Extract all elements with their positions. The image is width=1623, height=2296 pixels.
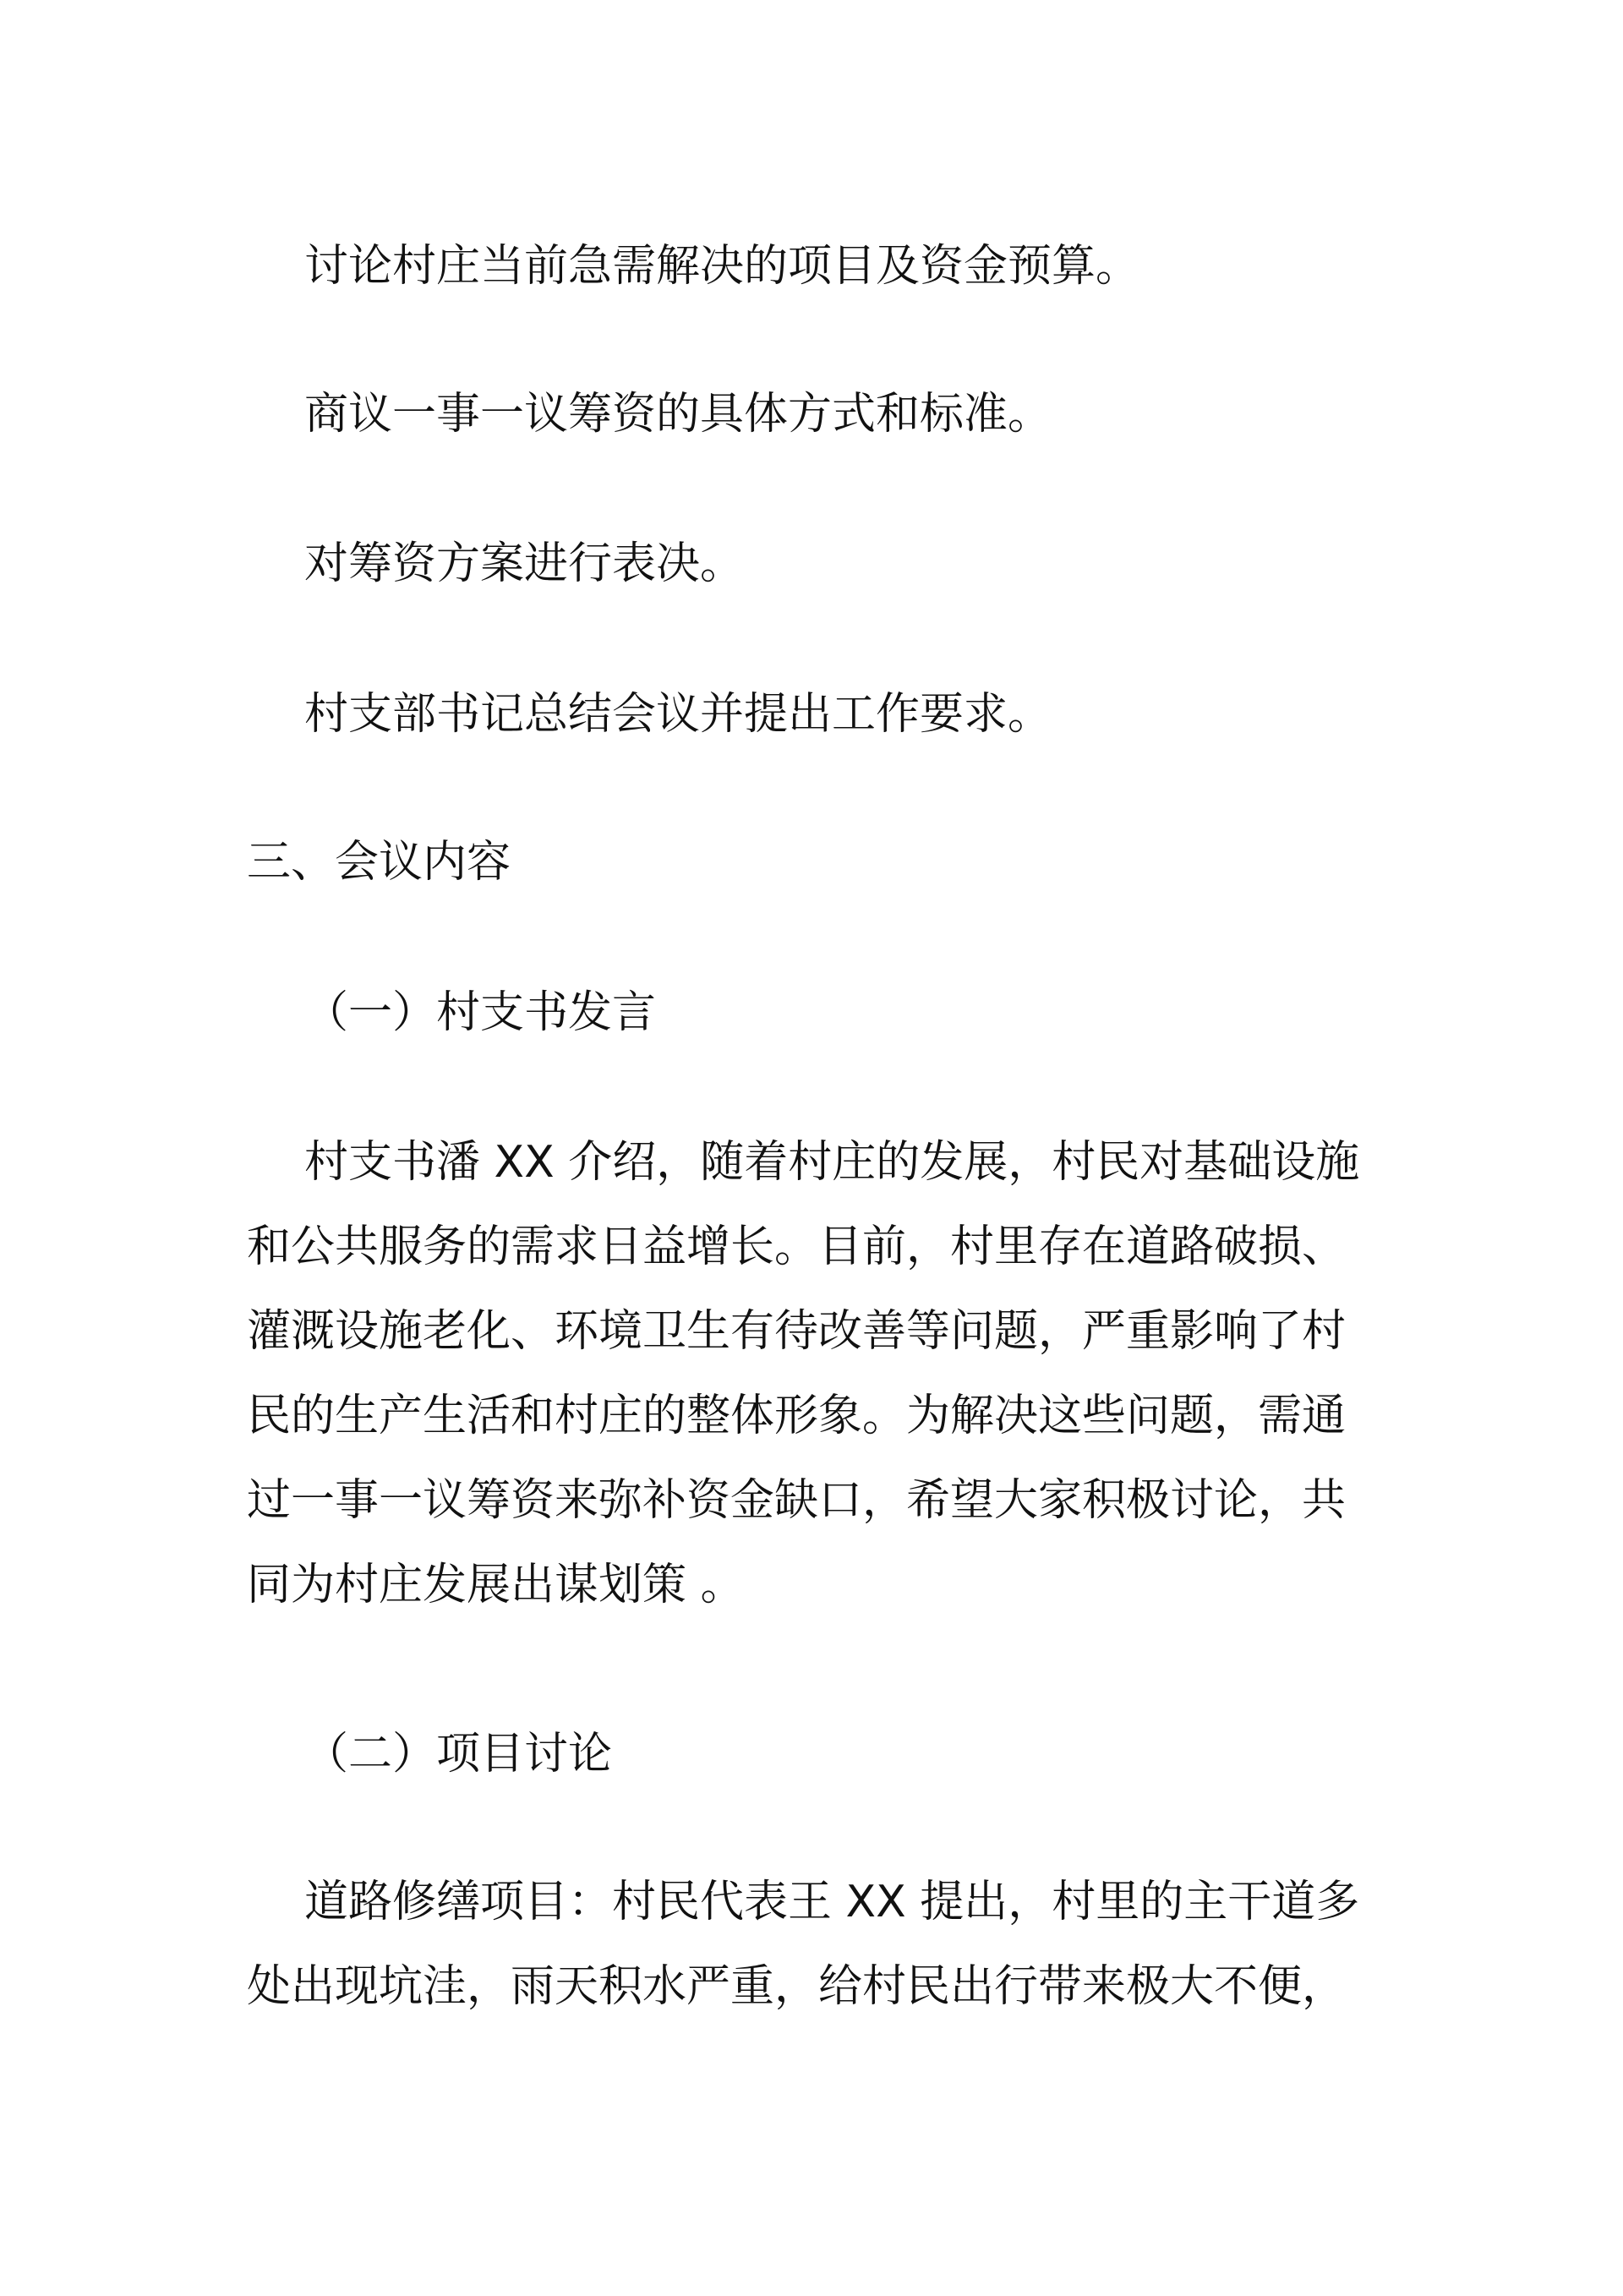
agenda-item-1: 讨论村庄当前急需解决的项目及资金预算。 bbox=[304, 241, 1140, 292]
paragraph-line: 和公共服务的需求日益增长。目前，村里存在道路破损、 bbox=[247, 1222, 1347, 1272]
section-heading: 三、会议内容 bbox=[247, 837, 511, 888]
subsection-2-title: （二）项目讨论 bbox=[304, 1729, 613, 1779]
subsection-1-paragraph bbox=[247, 1120, 1396, 1627]
agenda-item-3: 对筹资方案进行表决。 bbox=[304, 538, 745, 589]
paragraph-line: 处出现坑洼，雨天积水严重，给村民出行带来极大不便， bbox=[247, 1961, 1347, 2012]
paragraph-line: 道路修缮项目：村民代表王 XX 提出，村里的主干道多 bbox=[304, 1877, 1360, 1927]
subsection-2-paragraph bbox=[247, 1860, 1396, 2029]
subsection-1-title: （一）村支书发言 bbox=[304, 987, 657, 1038]
paragraph-line: 过一事一议筹资来弥补资金缺口，希望大家积极讨论，共 bbox=[247, 1475, 1347, 1526]
paragraph-line: 同为村庄发展出谋划策 。 bbox=[247, 1560, 745, 1610]
agenda-item-4: 村支部书记总结会议并提出工作要求。 bbox=[304, 689, 1052, 740]
paragraph-line: 村支书潘 XX 介绍，随着村庄的发展，村民对基础设施 bbox=[304, 1137, 1360, 1188]
agenda-item-2: 商议一事一议筹资的具体方式和标准。 bbox=[304, 389, 1052, 440]
paragraph-line: 灌溉设施老化、环境卫生有待改善等问题，严重影响了村 bbox=[247, 1306, 1347, 1357]
paragraph-line: 民的生产生活和村庄的整体形象。为解决这些问题，需通 bbox=[247, 1391, 1347, 1441]
